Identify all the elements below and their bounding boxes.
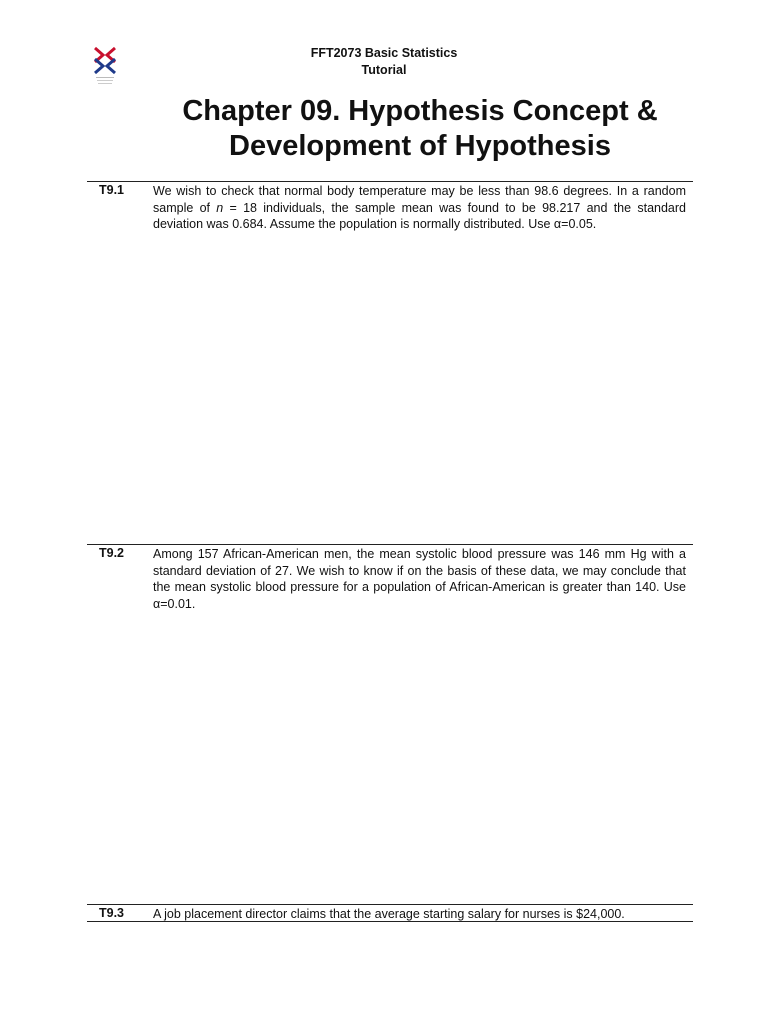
course-title: FFT2073 Basic Statistics	[310, 46, 458, 60]
question-number: T9.2	[99, 546, 125, 560]
chapter-title-line-2: Development of Hypothesis	[229, 130, 611, 162]
question-text-part: We wish to check that normal body temperature may be less than 98.6 degrees. In a random sample of	[153, 184, 686, 215]
question-divider	[87, 904, 693, 905]
question-text-part: = 18 individuals, the sample mean was found to be 98.217 and the standard deviation was 0.684. Assume the population is normally distributed. Use α=0.05.	[153, 200, 686, 231]
document-type: Tutorial	[361, 63, 407, 77]
question-divider	[87, 181, 693, 182]
question-text: A job placement director claims that the average starting salary for nurses is $24,000.	[153, 907, 625, 921]
question-divider	[87, 921, 693, 922]
question-number: T9.1	[99, 183, 125, 197]
sample-size-variable: n	[216, 200, 224, 215]
question-text: Among 157 African-American men, the mean systolic blood pressure was 146 mm Hg with a standard deviation of 27. We wish to know if on the basis of these data, we may conclude that the mean systolic blood pressure for a population of African-American is greater than 140. Use α=0.01.	[153, 547, 686, 611]
question-text	[153, 183, 686, 233]
question-divider	[87, 544, 693, 545]
chapter-title	[150, 94, 690, 164]
chapter-title-line-1: Chapter 09. Hypothesis Concept &	[182, 95, 658, 127]
question-number: T9.3	[99, 906, 125, 920]
